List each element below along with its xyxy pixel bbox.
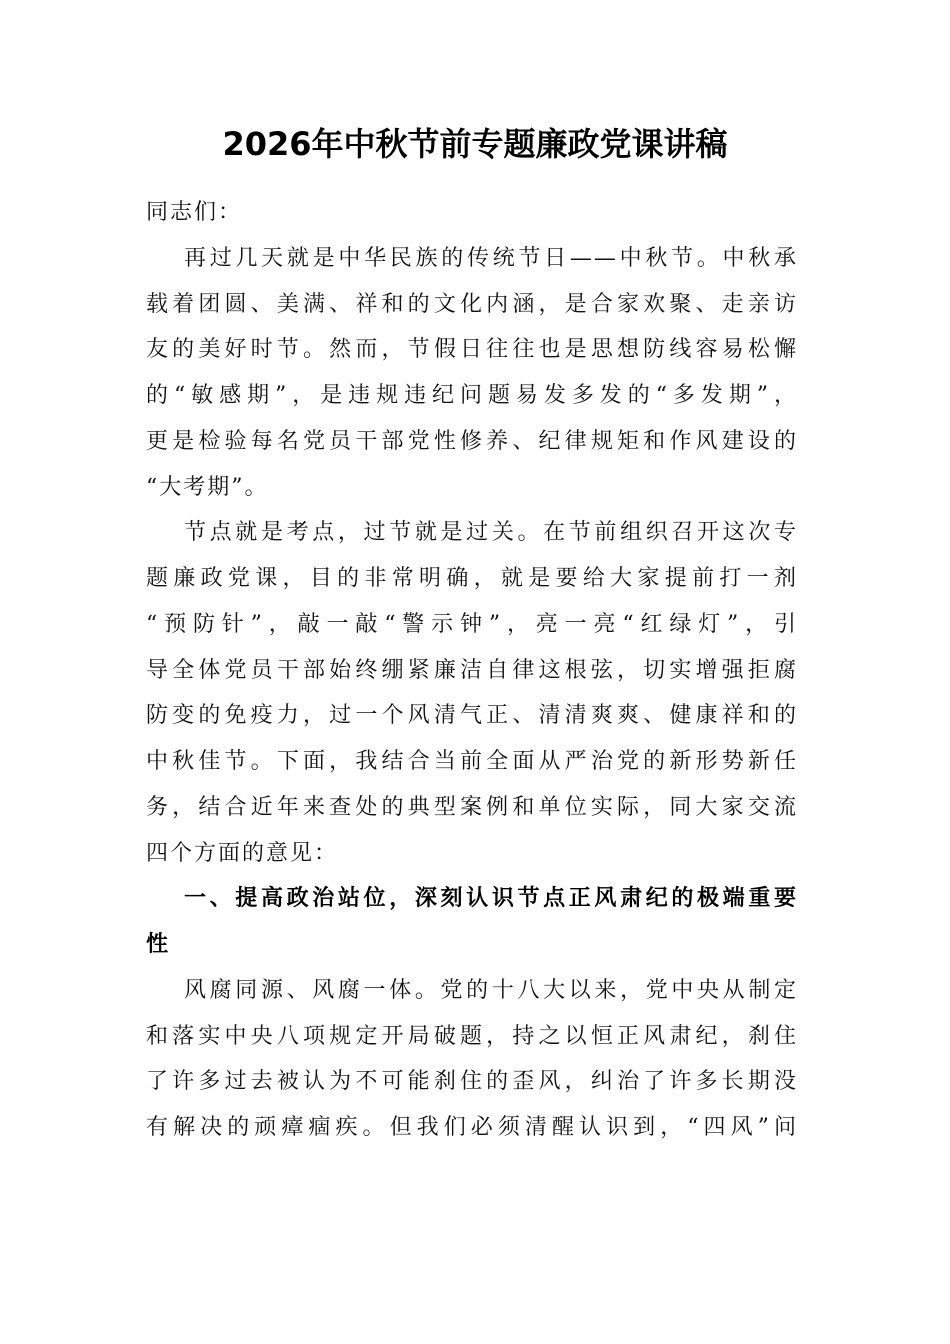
- paragraph-line: 的“敏感期”，是违规违纪问题易发多发的“多发期”，: [146, 383, 798, 408]
- paragraph-line: 友的美好时节。然而，节假日往往也是思想防线容易松懈: [146, 337, 798, 363]
- paragraph-line: 有解决的顽瘴痼疾。但我们必须清醒认识到，“四风”问: [146, 1115, 798, 1140]
- paragraph-line: 中秋佳节。下面，我结合当前全面从严治党的新形势新任: [146, 749, 798, 774]
- paragraph-1: [146, 236, 798, 511]
- paragraph-line: “预防针”，敲一敲“警示钟”，亮一亮“红绿灯”，引: [146, 611, 798, 637]
- paragraph-line: 风腐同源、风腐一体。党的十八大以来，党中央从制定: [184, 977, 798, 1003]
- document-body: [146, 190, 798, 1151]
- paragraph-3: [146, 968, 798, 1151]
- salutation: 同志们：: [146, 200, 243, 225]
- paragraph-line: 务，结合近年来查处的典型案例和单位实际，同大家交流: [146, 794, 798, 820]
- paragraph-line: 了许多过去被认为不可能刹住的歪风，纠治了许多长期没: [146, 1069, 798, 1095]
- paragraph-line: 四个方面的意见：: [146, 840, 339, 866]
- document-title: 2026年中秋节前专题廉政党课讲稿: [222, 125, 728, 163]
- heading-line: 性: [146, 932, 171, 957]
- paragraph-line: 和落实中央八项规定开局破题，持之以恒正风肃纪，刹住: [146, 1023, 798, 1049]
- paragraph-line: 导全体党员干部始终绷紧廉洁自律这根弦，切实增强拒腐: [146, 657, 798, 683]
- paragraph-line: “大考期”。: [146, 474, 269, 500]
- paragraph-line: 防变的免疫力，过一个风清气正、清清爽爽、健康祥和的: [146, 703, 798, 729]
- paragraph-2: [146, 510, 798, 876]
- heading-line: 一、提高政治站位，深刻认识节点正风肃纪的极端重要: [184, 886, 798, 912]
- paragraph-line: 节点就是考点，过节就是过关。在节前组织召开这次专: [184, 520, 798, 546]
- section-heading-1: [146, 876, 798, 968]
- paragraph-line: 再过几天就是中华民族的传统节日——中秋节。中秋承: [184, 245, 798, 271]
- paragraph-line: 题廉政党课，目的非常明确，就是要给大家提前打一剂: [146, 566, 798, 591]
- paragraph-line: 载着团圆、美满、祥和的文化内涵，是合家欢聚、走亲访: [146, 291, 798, 317]
- paragraph-line: 更是检验每名党员干部党性修养、纪律规矩和作风建设的: [146, 428, 798, 454]
